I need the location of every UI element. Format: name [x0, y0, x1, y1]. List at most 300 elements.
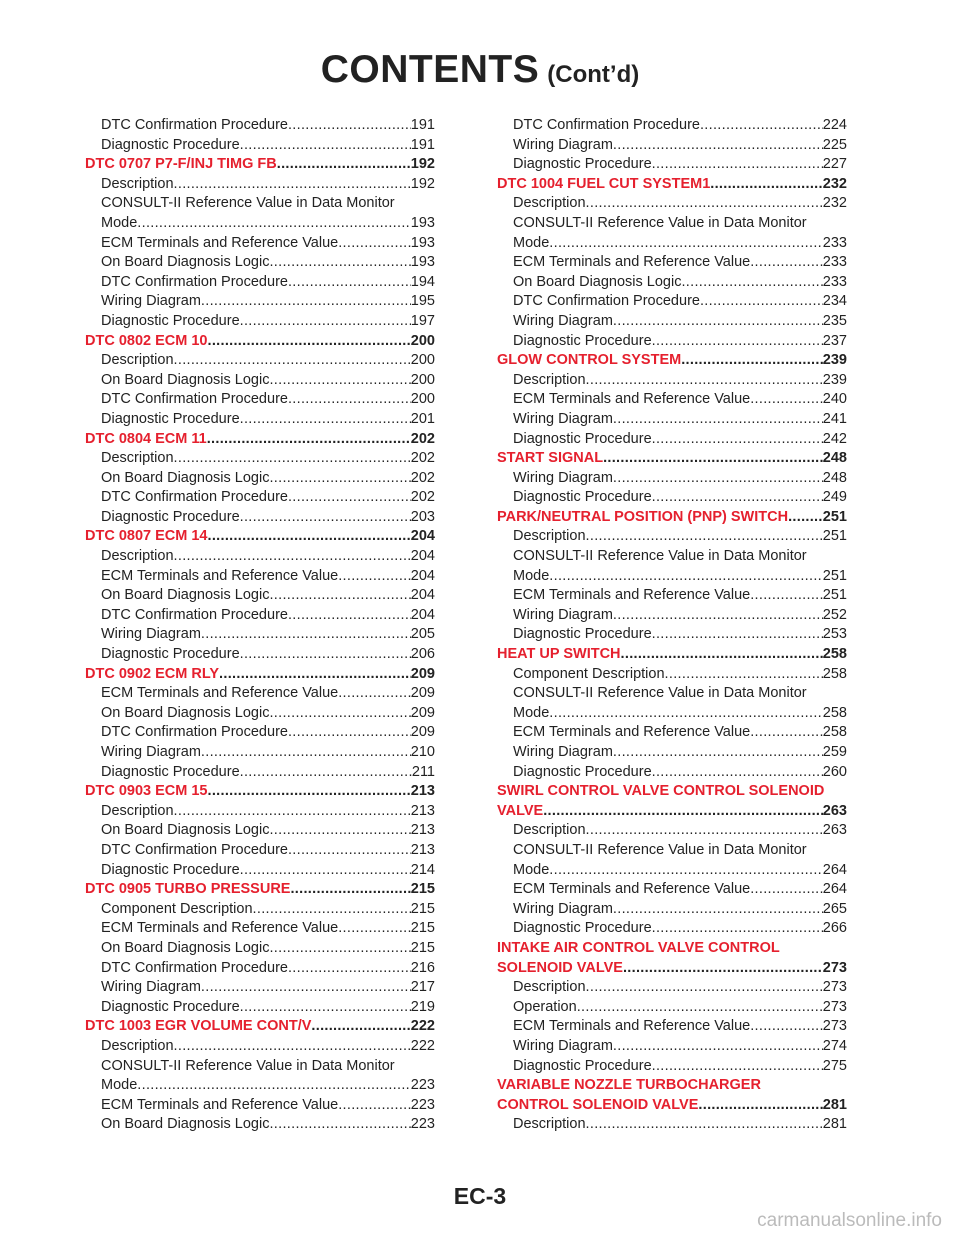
toc-section-heading[interactable] [85, 155, 435, 175]
toc-entry-label: On Board Diagnosis Logic [101, 1116, 270, 1133]
dot-leader [240, 136, 411, 156]
toc-entry[interactable] [85, 723, 435, 743]
dot-leader [586, 978, 823, 998]
toc-entry[interactable] [497, 880, 847, 900]
dot-leader [652, 488, 823, 508]
toc-entry[interactable] [497, 723, 847, 743]
toc-entry-label: Diagnostic Procedure [513, 489, 652, 506]
toc-entry-label: Wiring Diagram [101, 293, 201, 310]
title-main: CONTENTS [320, 48, 540, 91]
toc-entry[interactable] [85, 763, 435, 783]
toc-section-heading[interactable] [85, 1017, 435, 1037]
toc-entry-label: Description [513, 528, 586, 545]
toc-entry[interactable] [85, 136, 435, 156]
toc-entry-page: 281 [822, 1116, 847, 1133]
toc-entry[interactable] [85, 586, 435, 606]
toc-entry-label: Component Description [101, 900, 253, 917]
toc-entry-page: 200 [410, 391, 435, 408]
dot-leader [288, 273, 411, 293]
toc-entry[interactable] [85, 625, 435, 645]
toc-entry-label: DTC Confirmation Procedure [101, 606, 288, 623]
dot-leader [277, 155, 411, 175]
toc-entry-page: 233 [822, 273, 847, 290]
toc-entry-page: 232 [822, 175, 847, 192]
toc-entry-page: 223 [410, 1096, 435, 1113]
toc-entry-label: Mode [101, 1077, 138, 1094]
toc-entry-label: DTC Confirmation Procedure [101, 391, 288, 408]
dot-leader [652, 625, 823, 645]
toc-section-heading[interactable] [497, 802, 847, 822]
toc-entry[interactable] [85, 410, 435, 430]
toc-entry-label: On Board Diagnosis Logic [101, 254, 270, 271]
toc-entry[interactable] [85, 841, 435, 861]
toc-entry[interactable] [497, 312, 847, 332]
toc-entry[interactable] [85, 919, 435, 939]
toc-entry-page: 216 [410, 959, 435, 976]
toc-entry-label: Diagnostic Procedure [101, 763, 240, 780]
toc-entry-page: 251 [822, 567, 847, 584]
toc-section-heading[interactable] [85, 527, 435, 547]
toc-entry-page: 215 [410, 939, 435, 956]
toc-entry-page: 202 [410, 489, 435, 506]
dot-leader [137, 1076, 411, 1096]
toc-entry-label: DTC 0802 ECM 10 [85, 332, 208, 349]
toc-entry[interactable] [497, 136, 847, 156]
toc-entry-label: Wiring Diagram [101, 626, 201, 643]
dot-leader [681, 351, 823, 371]
toc-entry-page: 223 [410, 1116, 435, 1133]
toc-entry-page: 275 [822, 1057, 847, 1074]
toc-entry-page: 237 [822, 332, 847, 349]
dot-leader [240, 763, 412, 783]
toc-entry-page: 233 [822, 254, 847, 271]
toc-entry-label: DTC 0903 ECM 15 [85, 783, 208, 800]
toc-entry[interactable] [497, 919, 847, 939]
toc-entry-label: Diagnostic Procedure [513, 920, 652, 937]
toc-entry[interactable] [85, 861, 435, 881]
toc-entry[interactable] [497, 978, 847, 998]
toc-entry-label: Diagnostic Procedure [513, 430, 652, 447]
toc-entry-label: Description [101, 1037, 174, 1054]
toc-entry-page: 264 [822, 881, 847, 898]
toc-entry-page: 239 [822, 352, 847, 369]
toc-entry[interactable] [85, 371, 435, 391]
toc-entry-label: Operation [513, 998, 577, 1015]
toc-entry-label: Diagnostic Procedure [101, 998, 240, 1015]
toc-entry-text [497, 841, 847, 861]
toc-entry-label: VALVE [497, 802, 544, 819]
dot-leader [174, 547, 411, 567]
toc-entry-page: 249 [822, 489, 847, 506]
dot-leader [240, 508, 411, 528]
toc-entry-page: 205 [410, 626, 435, 643]
toc-entry[interactable] [497, 625, 847, 645]
toc-entry-page: 193 [410, 214, 435, 231]
dot-leader [288, 606, 411, 626]
dot-leader [240, 861, 411, 881]
toc-entry[interactable] [497, 332, 847, 352]
toc-entry-label: Description [101, 352, 174, 369]
dot-leader [269, 821, 410, 841]
toc-entry[interactable] [85, 253, 435, 273]
toc-entry-label: DTC Confirmation Procedure [513, 293, 700, 310]
toc-entry-label: Diagnostic Procedure [101, 508, 240, 525]
toc-entry-label: On Board Diagnosis Logic [101, 939, 270, 956]
toc-entry[interactable] [85, 1076, 435, 1096]
toc-entry-page: 258 [822, 646, 847, 663]
toc-entry-label: VARIABLE NOZZLE TURBOCHARGER [497, 1077, 761, 1094]
toc-entry-label: SWIRL CONTROL VALVE CONTROL SOLENOID [497, 783, 825, 800]
dot-leader [652, 430, 823, 450]
toc-entry[interactable] [497, 861, 847, 881]
dot-leader [613, 469, 823, 489]
toc-entry[interactable] [85, 821, 435, 841]
toc-entry-page: 253 [822, 626, 847, 643]
toc-entry-page: 239 [822, 371, 847, 388]
toc-entry-label: DTC Confirmation Procedure [101, 724, 288, 741]
toc-entry[interactable] [85, 959, 435, 979]
toc-entry[interactable] [85, 1115, 435, 1135]
toc-entry-label: Wiring Diagram [513, 1037, 613, 1054]
dot-leader [543, 802, 823, 822]
toc-entry[interactable] [85, 802, 435, 822]
toc-entry[interactable] [85, 351, 435, 371]
toc-entry[interactable] [85, 743, 435, 763]
toc-entry[interactable] [85, 567, 435, 587]
dot-leader [288, 390, 411, 410]
toc-section-heading[interactable] [497, 175, 847, 195]
dot-leader [652, 919, 823, 939]
dot-leader [288, 488, 411, 508]
toc-section-heading[interactable] [497, 959, 847, 979]
toc-entry-page: 193 [410, 254, 435, 271]
toc-entry-page: 209 [410, 724, 435, 741]
toc-entry-label: HEAT UP SWITCH [497, 646, 621, 663]
toc-entry-label: Diagnostic Procedure [101, 861, 240, 878]
toc-entry[interactable] [85, 1037, 435, 1057]
toc-entry-page: 273 [822, 959, 847, 976]
toc-entry[interactable] [85, 900, 435, 920]
toc-entry[interactable] [497, 410, 847, 430]
toc-entry-label: SOLENOID VALVE [497, 959, 623, 976]
toc-entry-page: 265 [822, 900, 847, 917]
toc-entry[interactable] [497, 273, 847, 293]
toc-entry-label: ECM Terminals and Reference Value [101, 567, 339, 584]
toc-entry[interactable] [497, 704, 847, 724]
dot-leader [613, 606, 823, 626]
toc-entry-page: 204 [410, 587, 435, 604]
toc-entry-page: 213 [410, 822, 435, 839]
toc-entry-label: Diagnostic Procedure [513, 763, 652, 780]
toc-entry-page: 191 [410, 117, 435, 133]
toc-entry[interactable] [85, 488, 435, 508]
toc-entry-page: 263 [822, 822, 847, 839]
dot-leader [137, 214, 411, 234]
toc-entry[interactable] [497, 606, 847, 626]
toc-entry[interactable] [85, 606, 435, 626]
toc-entry-label: On Board Diagnosis Logic [101, 822, 270, 839]
dot-leader [338, 234, 411, 254]
toc-entry-page: 281 [822, 1096, 847, 1113]
dot-leader [613, 136, 823, 156]
dot-leader [549, 567, 823, 587]
dot-leader [750, 390, 823, 410]
toc-entry-page: 206 [410, 646, 435, 663]
toc-entry[interactable] [85, 508, 435, 528]
toc-entry-label: DTC Confirmation Procedure [101, 489, 288, 506]
toc-entry[interactable] [497, 567, 847, 587]
toc-entry-page: 259 [822, 744, 847, 760]
toc-entry-label: DTC 0707 P7-F/INJ TIMG FB [85, 156, 277, 173]
toc-entry[interactable] [497, 586, 847, 606]
toc-section-heading[interactable] [85, 665, 435, 685]
dot-leader [288, 841, 411, 861]
dot-leader [207, 430, 411, 450]
toc-section-heading [497, 1076, 847, 1096]
dot-leader [269, 371, 410, 391]
dot-leader [269, 1115, 410, 1135]
dot-leader [665, 665, 823, 685]
toc-entry-label: Wiring Diagram [513, 744, 613, 760]
toc-entry[interactable] [497, 292, 847, 312]
toc-entry-page: 204 [410, 528, 435, 545]
toc-entry-page: 263 [822, 802, 847, 819]
dot-leader [586, 821, 823, 841]
dot-leader [201, 978, 411, 998]
toc-entry-page: 235 [822, 312, 847, 329]
toc-entry-page: 240 [822, 391, 847, 408]
toc-entry-label: DTC Confirmation Procedure [101, 273, 288, 290]
toc-entry[interactable] [85, 684, 435, 704]
dot-leader [174, 1037, 411, 1057]
toc-entry-text [85, 1057, 435, 1077]
toc-entry-label: CONTROL SOLENOID VALVE [497, 1096, 699, 1113]
toc-entry-label: PARK/NEUTRAL POSITION (PNP) SWITCH [497, 508, 789, 525]
toc-entry-page: 222 [410, 1037, 435, 1054]
toc-entry-label: CONSULT-II Reference Value in Data Monitor [513, 685, 807, 702]
dot-leader [613, 410, 823, 430]
toc-entry-text [497, 547, 847, 567]
toc-entry[interactable] [497, 1037, 847, 1057]
toc-entry-page: 209 [410, 704, 435, 721]
toc-entry[interactable] [497, 488, 847, 508]
toc-entry[interactable] [85, 390, 435, 410]
toc-entry[interactable] [497, 234, 847, 254]
toc-entry-page: 224 [822, 117, 847, 133]
toc-entry-label: Diagnostic Procedure [513, 156, 652, 173]
toc-entry-label: ECM Terminals and Reference Value [513, 587, 751, 604]
dot-leader [652, 763, 823, 783]
toc-entry-label: Mode [513, 567, 550, 584]
toc-entry[interactable] [85, 1096, 435, 1116]
toc-entry-label: On Board Diagnosis Logic [101, 587, 270, 604]
dot-leader [240, 645, 411, 665]
toc-entry-text [497, 684, 847, 704]
toc-entry[interactable] [85, 214, 435, 234]
dot-leader [586, 371, 823, 391]
toc-entry-label: GLOW CONTROL SYSTEM [497, 352, 682, 369]
dot-leader [577, 998, 823, 1018]
toc-entry[interactable] [497, 390, 847, 410]
toc-entry[interactable] [85, 175, 435, 195]
toc-entry-page: 210 [410, 744, 435, 760]
dot-leader [613, 1037, 823, 1057]
dot-leader [586, 1115, 823, 1135]
toc-entry[interactable] [497, 743, 847, 763]
toc-entry-label: INTAKE AIR CONTROL VALVE CONTROL [497, 939, 780, 956]
dot-leader [201, 292, 411, 312]
toc-entry-page: 274 [822, 1037, 847, 1054]
toc-entry[interactable] [497, 1017, 847, 1037]
toc-entry-page: 204 [410, 548, 435, 565]
toc-entry-page: 200 [410, 371, 435, 388]
toc-entry[interactable] [85, 998, 435, 1018]
toc-entry[interactable] [85, 312, 435, 332]
toc-entry-label: DTC 0804 ECM 11 [85, 430, 207, 447]
toc-entry[interactable] [85, 939, 435, 959]
toc-section-heading[interactable] [85, 880, 435, 900]
toc-entry[interactable] [497, 998, 847, 1018]
dot-leader [549, 234, 823, 254]
toc-entry-label: ECM Terminals and Reference Value [101, 920, 339, 937]
toc-entry[interactable] [85, 978, 435, 998]
toc-entry[interactable] [85, 469, 435, 489]
toc-entry-page: 233 [822, 234, 847, 251]
toc-entry-page: 266 [822, 920, 847, 937]
toc-entry[interactable] [497, 821, 847, 841]
toc-entry-page: 197 [410, 312, 435, 329]
toc-entry-page: 214 [410, 861, 435, 878]
toc-entry-label: CONSULT-II Reference Value in Data Monitor [513, 548, 807, 565]
dot-leader [174, 802, 411, 822]
toc-entry[interactable] [85, 449, 435, 469]
toc-entry[interactable] [85, 704, 435, 724]
toc-entry-label: On Board Diagnosis Logic [513, 273, 682, 290]
toc-entry-label: ECM Terminals and Reference Value [513, 881, 751, 898]
toc-entry-page: 223 [410, 1077, 435, 1094]
toc-entry[interactable] [85, 116, 435, 136]
toc-entry[interactable] [497, 116, 847, 136]
toc-entry-page: 202 [410, 430, 435, 447]
toc-entry-label: Description [101, 802, 174, 819]
dot-leader [269, 253, 410, 273]
dot-leader [208, 332, 411, 352]
toc-entry-label: Diagnostic Procedure [101, 410, 240, 427]
dot-leader [290, 880, 410, 900]
toc-entry-text [497, 214, 847, 234]
toc-entry-page: 258 [822, 665, 847, 682]
dot-leader [710, 175, 823, 195]
toc-entry[interactable] [85, 547, 435, 567]
toc-section-heading[interactable] [497, 1096, 847, 1116]
dot-leader [621, 645, 823, 665]
toc-entry[interactable] [85, 234, 435, 254]
toc-entry[interactable] [497, 1115, 847, 1135]
dot-leader [174, 449, 411, 469]
toc-entry[interactable] [497, 763, 847, 783]
toc-entry-page: 232 [822, 195, 847, 212]
toc-section-heading[interactable] [497, 351, 847, 371]
toc-entry[interactable] [497, 1057, 847, 1077]
toc-entry-page: 234 [822, 293, 847, 310]
toc-entry-page: 225 [822, 136, 847, 153]
toc-entry[interactable] [85, 273, 435, 293]
toc-entry[interactable] [497, 253, 847, 273]
toc-section-heading[interactable] [497, 508, 847, 528]
dot-leader [652, 155, 823, 175]
toc-entry[interactable] [497, 900, 847, 920]
dot-leader [338, 684, 411, 704]
toc-section-heading [497, 782, 847, 802]
toc-entry[interactable] [497, 469, 847, 489]
toc-entry-label: Wiring Diagram [101, 979, 201, 996]
toc-entry-page: 251 [822, 587, 847, 604]
toc-section-heading[interactable] [497, 449, 847, 469]
toc-section-heading[interactable] [85, 332, 435, 352]
toc-entry-page: 251 [822, 528, 847, 545]
toc-entry-page: 202 [410, 450, 435, 467]
toc-section-heading[interactable] [497, 645, 847, 665]
dot-leader [269, 586, 410, 606]
toc-entry[interactable] [85, 645, 435, 665]
toc-entry-label: DTC 0902 ECM RLY [85, 665, 220, 682]
dot-leader [700, 292, 823, 312]
toc-entry-page: 194 [410, 273, 435, 290]
title-sub: (Cont’d) [547, 61, 640, 88]
toc-entry-page: 273 [822, 1018, 847, 1035]
dot-leader [240, 410, 411, 430]
toc-entry-page: 201 [410, 410, 435, 427]
dot-leader [174, 351, 411, 371]
toc-entry[interactable] [497, 155, 847, 175]
toc-entry-label: Description [513, 371, 586, 388]
toc-entry-label: Diagnostic Procedure [513, 626, 652, 643]
dot-leader [750, 880, 823, 900]
toc-entry-page: 191 [410, 136, 435, 153]
dot-leader [788, 508, 823, 528]
toc-entry-page: 219 [410, 998, 435, 1015]
toc-entry-label: ECM Terminals and Reference Value [101, 1096, 339, 1113]
toc-entry[interactable] [497, 430, 847, 450]
toc-entry-label: DTC 1004 FUEL CUT SYSTEM1 [497, 175, 711, 192]
dot-leader [338, 919, 411, 939]
toc-entry-page: 264 [822, 861, 847, 878]
toc-entry-label: Diagnostic Procedure [513, 332, 652, 349]
toc-section-heading[interactable] [85, 782, 435, 802]
dot-leader [700, 116, 823, 136]
dot-leader [311, 1017, 410, 1037]
toc-entry-page: 193 [410, 234, 435, 251]
dot-leader [240, 312, 411, 332]
toc-entry[interactable] [497, 527, 847, 547]
dot-leader [586, 194, 823, 214]
toc-entry[interactable] [497, 194, 847, 214]
toc-entry[interactable] [497, 665, 847, 685]
toc-entry-page: 215 [410, 900, 435, 917]
toc-entry-label: DTC Confirmation Procedure [513, 117, 700, 133]
dot-leader [240, 998, 411, 1018]
toc-entry-label: Mode [513, 704, 550, 721]
dot-leader [613, 743, 823, 763]
dot-leader [338, 1096, 411, 1116]
toc-entry[interactable] [85, 292, 435, 312]
toc-entry[interactable] [497, 371, 847, 391]
toc-entry-label: CONSULT-II Reference Value in Data Monitor [101, 1057, 395, 1074]
toc-entry-label: Description [101, 175, 174, 192]
toc-entry-label: CONSULT-II Reference Value in Data Monitor [513, 841, 807, 858]
toc-entry-page: 202 [410, 469, 435, 486]
toc-section-heading[interactable] [85, 430, 435, 450]
